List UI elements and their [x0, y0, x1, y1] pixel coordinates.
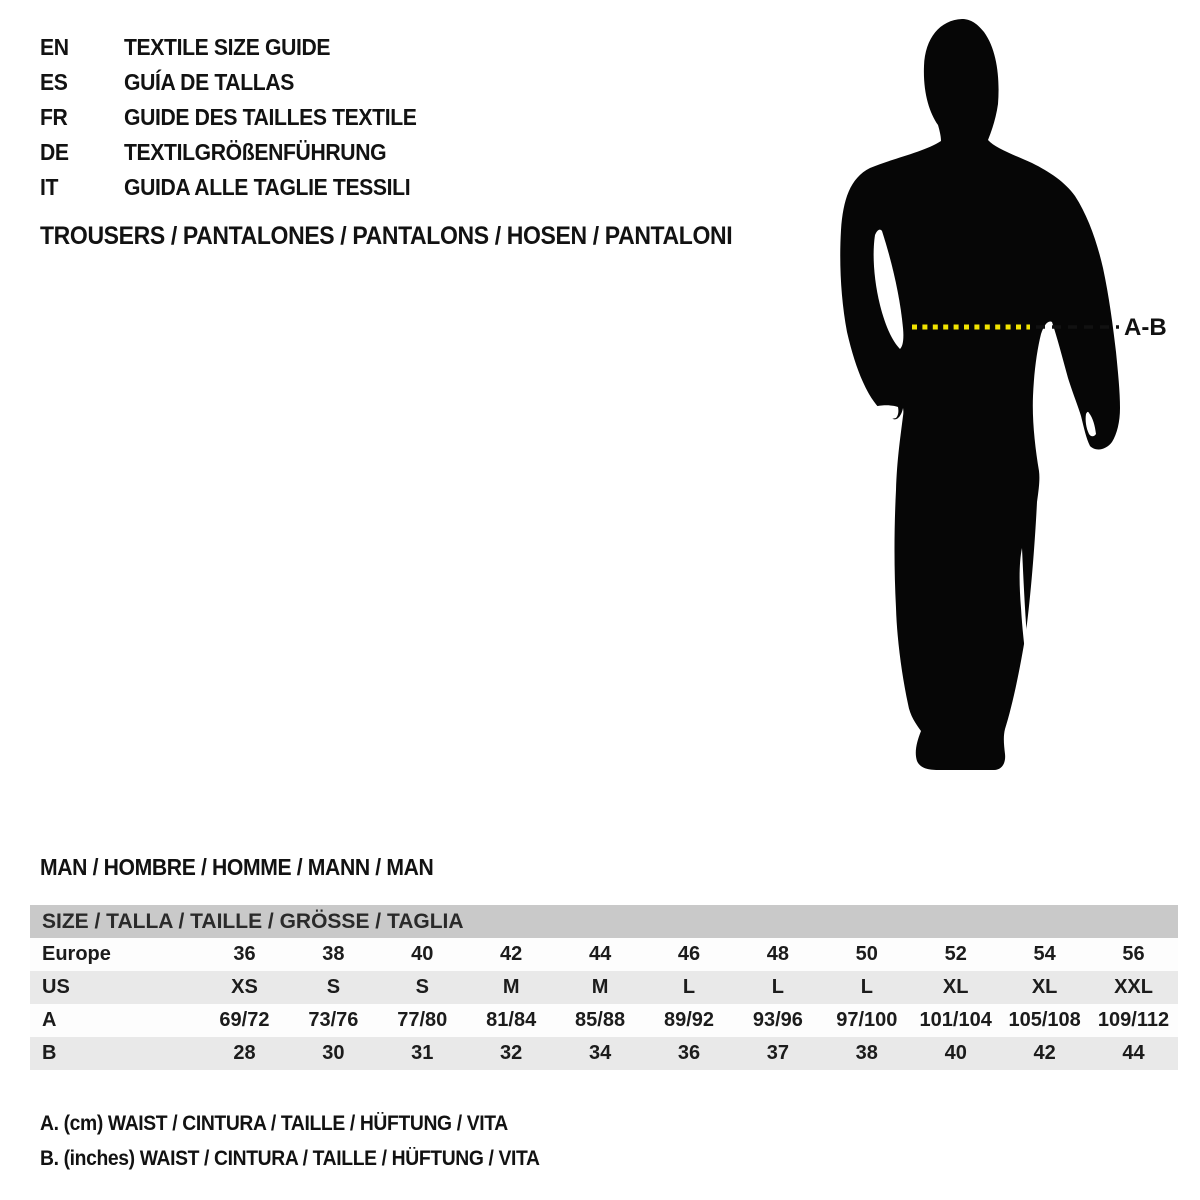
table-cell: 38 — [855, 1042, 878, 1064]
table-row-b-inches — [30, 1037, 1178, 1070]
table-cell: 52 — [944, 943, 967, 965]
size-table — [30, 905, 1178, 1070]
table-cell: M — [502, 976, 520, 998]
table-cell: L — [682, 976, 696, 998]
row-label: B — [42, 1042, 57, 1064]
table-cell: 37 — [766, 1042, 790, 1064]
row-label: Europe — [42, 943, 111, 965]
table-cell: S — [415, 976, 429, 998]
table-cell: 97/100 — [836, 1009, 898, 1031]
language-title: TEXTILGRÖßENFÜHRUNG — [124, 139, 387, 165]
table-cell: XL — [1031, 976, 1058, 998]
table-cell: 56 — [1122, 943, 1145, 965]
table-cell: 46 — [677, 943, 701, 965]
table-cell: 36 — [233, 943, 256, 965]
measure-label: A-B — [1124, 314, 1167, 341]
language-title: TEXTILE SIZE GUIDE — [124, 34, 331, 60]
table-row-a-cm — [30, 1004, 1178, 1037]
language-title: GUIDE DES TAILLES TEXTILE — [124, 104, 417, 130]
language-code: FR — [40, 104, 68, 130]
table-cell: S — [326, 976, 341, 998]
size-table-header-row — [30, 905, 1178, 938]
row-label: US — [42, 976, 70, 998]
language-code: IT — [40, 174, 59, 200]
language-code: ES — [40, 69, 68, 95]
footnote-a: A. (cm) WAIST / CINTURA / TAILLE / HÜFTUNG / VITA — [40, 1112, 508, 1135]
table-cell: XS — [231, 976, 258, 998]
table-cell: 54 — [1033, 943, 1056, 965]
table-cell: M — [591, 976, 609, 998]
footnote-b: B. (inches) WAIST / CINTURA / TAILLE / HÜFTUNG / VITA — [40, 1147, 540, 1170]
row-label: A — [42, 1009, 57, 1031]
table-cell: 89/92 — [663, 1009, 715, 1031]
footnotes — [40, 1106, 583, 1176]
table-cell: 77/80 — [397, 1009, 448, 1031]
table-cell: 44 — [588, 943, 612, 965]
table-cell: 109/112 — [1097, 1009, 1170, 1031]
left-hand-gap — [865, 405, 898, 419]
table-cell: 32 — [500, 1042, 523, 1064]
table-cell: 50 — [855, 943, 878, 965]
table-cell: 44 — [1122, 1042, 1145, 1064]
table-cell: 81/84 — [486, 1009, 537, 1031]
table-cell: 48 — [766, 943, 790, 965]
table-cell: 40 — [411, 943, 434, 965]
language-code: DE — [40, 139, 69, 165]
size-table-header: SIZE / TALLA / TAILLE / GRÖSSE / TAGLIA — [30, 905, 1178, 938]
table-cell: XXL — [1114, 976, 1153, 998]
table-cell: 28 — [233, 1042, 256, 1064]
table-row-europe — [30, 938, 1178, 971]
man-silhouette — [840, 19, 1120, 770]
table-cell: L — [860, 976, 873, 998]
table-cell: 40 — [944, 1042, 967, 1064]
table-cell: 85/88 — [575, 1009, 626, 1031]
table-cell: L — [771, 976, 784, 998]
table-cell: 31 — [411, 1042, 434, 1064]
language-title: GUIDA ALLE TAGLIE TESSILI — [124, 174, 411, 200]
table-cell: 38 — [322, 943, 345, 965]
table-cell: 30 — [322, 1042, 345, 1064]
table-cell: 73/76 — [308, 1009, 359, 1031]
language-title: GUÍA DE TALLAS — [124, 69, 294, 95]
garment-title: TROUSERS / PANTALONES / PANTALONS / HOSEN / PANTALONI — [40, 222, 733, 250]
table-cell: 105/108 — [1008, 1009, 1081, 1031]
table-cell: 34 — [588, 1042, 612, 1064]
table-cell: 36 — [677, 1042, 701, 1064]
table-cell: 93/96 — [752, 1009, 803, 1031]
table-cell: 42 — [500, 943, 523, 965]
table-cell: 101/104 — [919, 1009, 992, 1031]
table-row-us — [30, 971, 1178, 1004]
language-code: EN — [40, 34, 69, 60]
table-cell: XL — [942, 976, 969, 998]
table-cell: 69/72 — [219, 1009, 270, 1031]
gender-title: MAN / HOMBRE / HOMME / MANN / MAN — [40, 854, 434, 880]
table-cell: 42 — [1033, 1042, 1056, 1064]
